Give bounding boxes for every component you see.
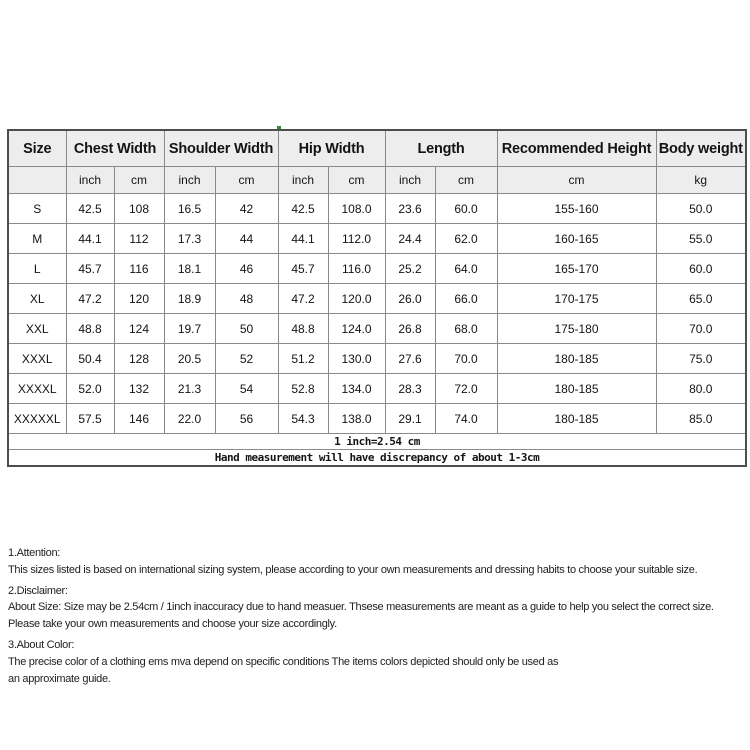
table-cell: 57.5 <box>66 404 114 434</box>
section-text-line: This sizes listed is based on international sizing system, please according to your own measurements and dressing habits to choose your suitable size. <box>8 563 698 576</box>
table-cell: 108 <box>114 194 164 224</box>
table-cell: 128 <box>114 344 164 374</box>
table-cell: 108.0 <box>328 194 385 224</box>
table-cell: 26.0 <box>385 284 435 314</box>
table-cell: 68.0 <box>435 314 497 344</box>
table-cell: 23.6 <box>385 194 435 224</box>
table-cell: 64.0 <box>435 254 497 284</box>
size-cell: S <box>8 194 66 224</box>
size-cell: XXL <box>8 314 66 344</box>
size-chart-table <box>7 129 747 467</box>
unit-cell: cm <box>435 167 497 194</box>
table-cell: 21.3 <box>164 374 215 404</box>
table-cell: 16.5 <box>164 194 215 224</box>
table-cell: 54 <box>215 374 278 404</box>
table-cell: 155-160 <box>497 194 656 224</box>
section-heading: 1.Attention: <box>8 547 61 559</box>
table-cell: 54.3 <box>278 404 328 434</box>
table-cell: 138.0 <box>328 404 385 434</box>
table-cell: 50 <box>215 314 278 344</box>
table-cell: 50.4 <box>66 344 114 374</box>
table-cell: 160-165 <box>497 224 656 254</box>
section-text-line: Please take your own measurements and choose your size accordingly. <box>8 618 337 631</box>
table-cell: 180-185 <box>497 374 656 404</box>
table-cell: 146 <box>114 404 164 434</box>
table-cell: 42 <box>215 194 278 224</box>
table-cell: 50.0 <box>656 194 746 224</box>
table-cell: 19.7 <box>164 314 215 344</box>
table-cell: 130.0 <box>328 344 385 374</box>
table-cell: 170-175 <box>497 284 656 314</box>
section-text-line: The precise color of a clothing ems mva depend on specific conditions The items colors depicted should only be used as <box>8 655 559 668</box>
table-cell: 72.0 <box>435 374 497 404</box>
unit-cell: kg <box>656 167 746 194</box>
table-cell: 60.0 <box>435 194 497 224</box>
table-row-s <box>8 194 746 224</box>
table-cell: 18.9 <box>164 284 215 314</box>
table-cell: 46 <box>215 254 278 284</box>
table-cell: 134.0 <box>328 374 385 404</box>
table-cell: 116 <box>114 254 164 284</box>
table-cell: 55.0 <box>656 224 746 254</box>
table-cell: 42.5 <box>278 194 328 224</box>
unit-cell: inch <box>66 167 114 194</box>
section-text-line: About Size: Size may be 2.54cm / 1inch inaccuracy due to hand measuer. Thsese measurements are meant as a guide to help you select the correct size. <box>8 601 714 614</box>
header-chest-width: Chest Width <box>66 130 164 167</box>
table-cell: 26.8 <box>385 314 435 344</box>
table-cell: 132 <box>114 374 164 404</box>
table-cell: 44.1 <box>66 224 114 254</box>
table-cell: 66.0 <box>435 284 497 314</box>
unit-cell: inch <box>278 167 328 194</box>
table-cell: 22.0 <box>164 404 215 434</box>
size-cell: M <box>8 224 66 254</box>
table-cell: 70.0 <box>435 344 497 374</box>
table-unit-row <box>8 167 746 194</box>
unit-cell: cm <box>328 167 385 194</box>
unit-cell: inch <box>164 167 215 194</box>
table-cell: 124.0 <box>328 314 385 344</box>
attention-section <box>8 545 746 579</box>
table-cell: 25.2 <box>385 254 435 284</box>
table-cell: 47.2 <box>278 284 328 314</box>
table-row-xxxxxl <box>8 404 746 434</box>
table-cell: 65.0 <box>656 284 746 314</box>
table-header-row <box>8 130 746 167</box>
table-cell: 48.8 <box>66 314 114 344</box>
table-cell: 42.5 <box>66 194 114 224</box>
table-cell: 175-180 <box>497 314 656 344</box>
note-inch-conversion: 1 inch=2.54 cm <box>8 434 746 450</box>
note-measurement-discrepancy: Hand measurement will have discrepancy of about 1-3cm <box>8 450 746 467</box>
unit-cell: inch <box>385 167 435 194</box>
table-cell: 165-170 <box>497 254 656 284</box>
table-row-xxxxl <box>8 374 746 404</box>
table-cell: 70.0 <box>656 314 746 344</box>
table-cell: 124 <box>114 314 164 344</box>
size-cell: L <box>8 254 66 284</box>
info-notes-block <box>8 545 746 691</box>
about-color-section <box>8 637 746 687</box>
size-cell: XXXXL <box>8 374 66 404</box>
table-cell: 56 <box>215 404 278 434</box>
table-cell: 120 <box>114 284 164 314</box>
size-cell: XXXL <box>8 344 66 374</box>
table-cell: 74.0 <box>435 404 497 434</box>
table-cell: 120.0 <box>328 284 385 314</box>
header-recommended-height: Recommended Height <box>497 130 656 167</box>
table-cell: 52.8 <box>278 374 328 404</box>
table-cell: 24.4 <box>385 224 435 254</box>
table-note-row <box>8 434 746 450</box>
table-row-l <box>8 254 746 284</box>
table-cell: 112.0 <box>328 224 385 254</box>
table-cell: 48.8 <box>278 314 328 344</box>
size-cell: XL <box>8 284 66 314</box>
disclaimer-section <box>8 583 746 633</box>
table-cell: 85.0 <box>656 404 746 434</box>
table-note-row <box>8 450 746 467</box>
table-cell: 112 <box>114 224 164 254</box>
table-row-xl <box>8 284 746 314</box>
section-text-line: an approximate guide. <box>8 672 111 685</box>
table-cell: 62.0 <box>435 224 497 254</box>
table-cell: 29.1 <box>385 404 435 434</box>
unit-cell: cm <box>497 167 656 194</box>
table-cell: 17.3 <box>164 224 215 254</box>
table-cell: 116.0 <box>328 254 385 284</box>
unit-empty-cell <box>8 167 66 194</box>
table-cell: 45.7 <box>66 254 114 284</box>
table-cell: 27.6 <box>385 344 435 374</box>
table-row-xxl <box>8 314 746 344</box>
table-row-xxxl <box>8 344 746 374</box>
header-size: Size <box>8 130 66 167</box>
table-cell: 18.1 <box>164 254 215 284</box>
table-cell: 48 <box>215 284 278 314</box>
size-cell: XXXXXL <box>8 404 66 434</box>
header-body-weight: Body weight <box>656 130 746 167</box>
table-cell: 47.2 <box>66 284 114 314</box>
table-cell: 45.7 <box>278 254 328 284</box>
section-heading: 3.About Color: <box>8 638 75 651</box>
table-cell: 60.0 <box>656 254 746 284</box>
table-cell: 51.2 <box>278 344 328 374</box>
table-cell: 180-185 <box>497 404 656 434</box>
section-heading: 2.Disclaimer: <box>8 584 68 597</box>
table-cell: 28.3 <box>385 374 435 404</box>
table-cell: 52.0 <box>66 374 114 404</box>
table-cell: 180-185 <box>497 344 656 374</box>
table-cell: 44.1 <box>278 224 328 254</box>
table-cell: 52 <box>215 344 278 374</box>
table-cell: 75.0 <box>656 344 746 374</box>
table-cell: 44 <box>215 224 278 254</box>
unit-cell: cm <box>114 167 164 194</box>
table-row-m <box>8 224 746 254</box>
table-cell: 80.0 <box>656 374 746 404</box>
header-shoulder-width: Shoulder Width <box>164 130 278 167</box>
unit-cell: cm <box>215 167 278 194</box>
header-hip-width: Hip Width <box>278 130 385 167</box>
header-length: Length <box>385 130 497 167</box>
table-cell: 20.5 <box>164 344 215 374</box>
